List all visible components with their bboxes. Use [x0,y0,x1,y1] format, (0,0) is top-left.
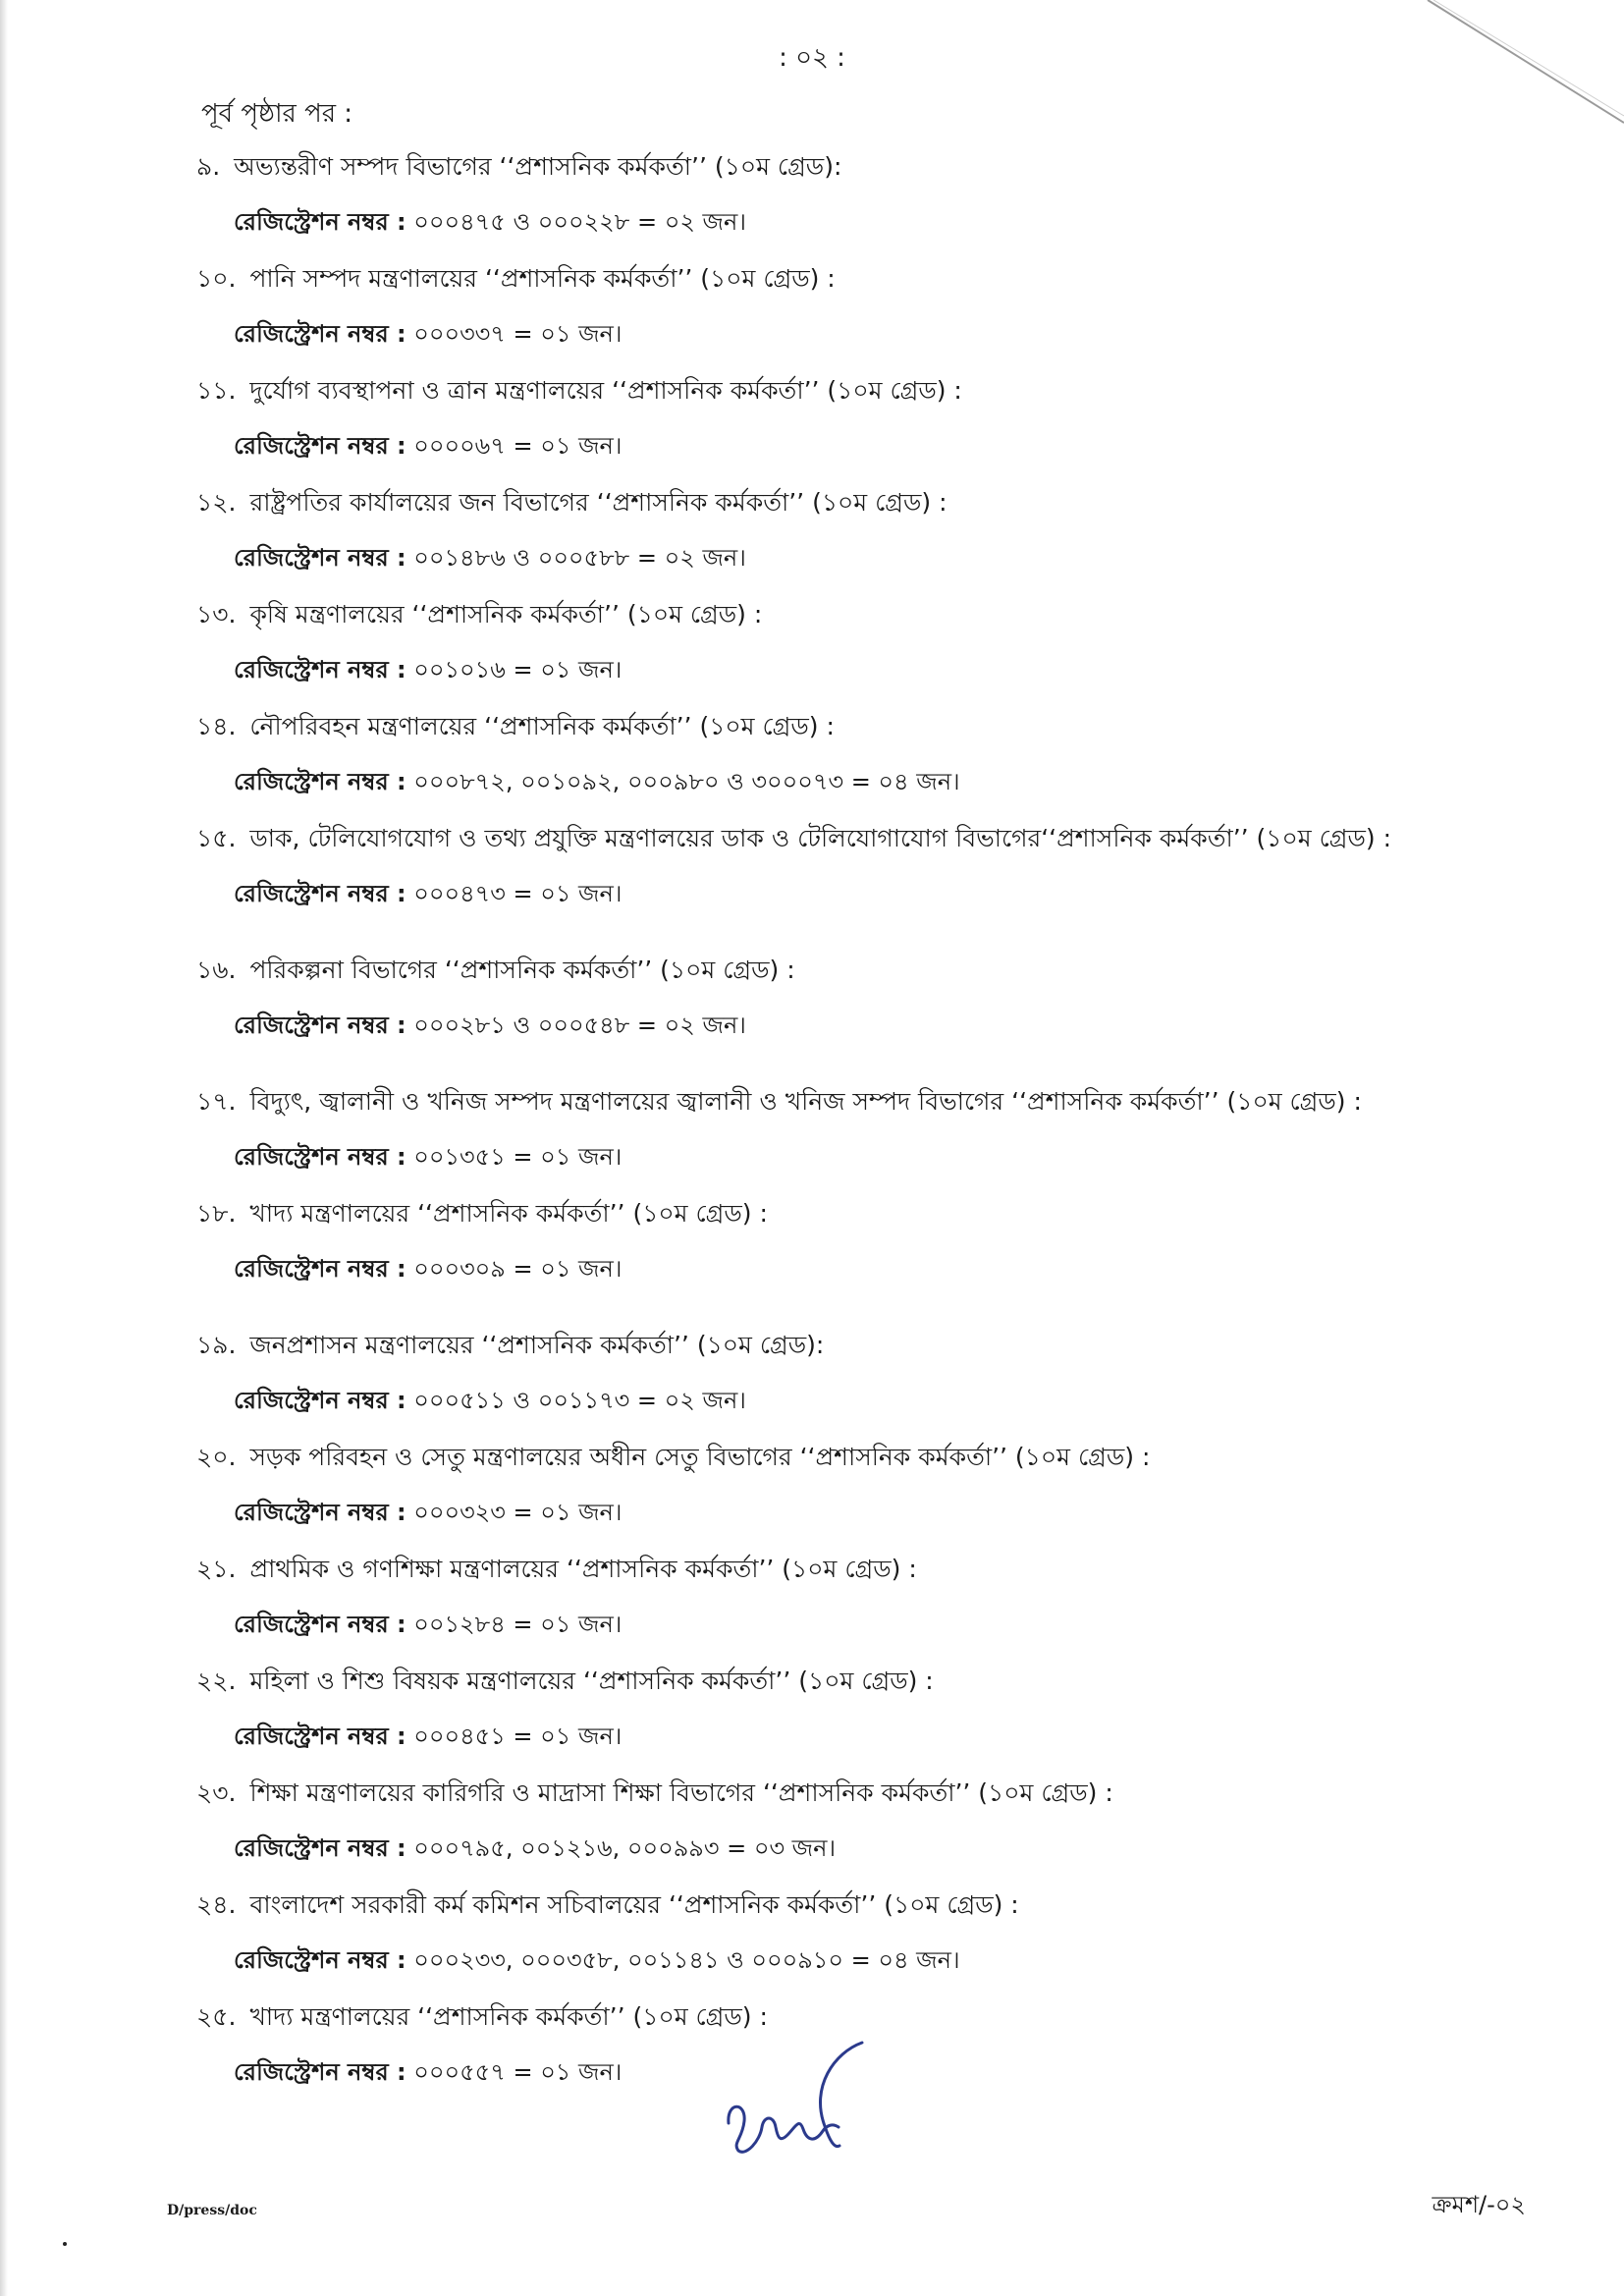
list-item [0,1774,1624,1886]
registration-label: রেজিস্ট্রেশন নম্বর : [234,880,406,907]
page-number: : ০২ : [779,43,845,73]
registration-label: রেজিস্ট্রেশন নম্বর : [234,1499,406,1526]
registration-line [234,1139,622,1178]
list-item [0,1194,1624,1326]
registration-value: ০০০৩২৩ = ০১ জন। [413,1499,623,1526]
list-item [0,1550,1624,1662]
list-item [0,1662,1624,1774]
entry-number: ৯. [196,152,221,181]
entry-number: ১৩. [196,600,237,629]
list-item [0,1438,1624,1550]
entry-title [196,147,841,190]
registration-label: রেজিস্ট্রেশন নম্বর : [234,1011,406,1039]
list-item [0,259,1624,371]
registration-label: রেজিস্ট্রেশন নম্বর : [234,432,406,460]
entry-title [196,1886,1019,1928]
entry-title-text: দুর্যোগ ব্যবস্থাপনা ও ত্রান মন্ত্রণালয়ের ‘‘প্রশাসনিক কর্মকর্তা’’ (১০ম গ্রেড) : [249,376,962,405]
registration-label: রেজিস্ট্রেশন নম্বর : [234,2058,406,2086]
registration-value: ০০০৪৫১ = ০১ জন। [413,1722,623,1750]
signature-icon [717,2033,874,2170]
registration-label: রেজিস্ট্রেশন নম্বর : [234,320,406,348]
registration-value: ০০০৪৭৫ ও ০০০২২৮ = ০২ জন। [413,208,746,236]
registration-value: ০০০০৬৭ = ০১ জন। [413,432,623,460]
entry-number: ২১. [196,1555,237,1583]
registration-value: ০০০৭৯৫, ০০১২১৬, ০০০৯৯৩ = ০৩ জন। [413,1834,837,1862]
registration-value: ০০০৩০৯ = ০১ জন। [413,1255,623,1283]
entry-title [196,1082,1362,1124]
registration-value: ০০১৪৮৬ ও ০০০৫৮৮ = ০২ জন। [413,544,746,572]
entry-title-text: বাংলাদেশ সরকারী কর্ম কমিশন সচিবালয়ের ‘‘প্রশাসনিক কর্মকর্তা’’ (১০ম গ্রেড) : [249,1890,1019,1919]
entry-title-text: রাষ্ট্রপতির কার্যালয়ের জন বিভাগের ‘‘প্রশাসনিক কর্মকর্তা’’ (১০ম গ্রেড) : [249,488,947,517]
entry-title [196,1194,768,1236]
registration-line [234,2054,622,2094]
scan-speck [63,2242,67,2246]
registration-value: ০০০৪৭৩ = ০১ জন। [413,880,623,907]
entry-title-text: মহিলা ও শিশু বিষয়ক মন্ত্রণালয়ের ‘‘প্রশাসনিক কর্মকর্তা’’ (১০ম গ্রেড) : [249,1667,934,1695]
entry-title [196,951,795,993]
registration-line [234,1251,622,1290]
registration-line [234,1719,622,1758]
registration-label: রেজিস্ট্রেশন নম্বর : [234,1387,406,1414]
continued-marker: ক্রমশ/-০২ [1432,2191,1526,2218]
registration-label: রেজিস্ট্রেশন নম্বর : [234,208,406,236]
list-item [0,1082,1624,1194]
registration-value: ০০০৮৭২, ০০১০৯২, ০০০৯৮০ ও ৩০০০৭৩ = ০৪ জন। [413,768,960,795]
registration-label: রেজিস্ট্রেশন নম্বর : [234,1946,406,1974]
entry-title-text: প্রাথমিক ও গণশিক্ষা মন্ত্রণালয়ের ‘‘প্রশাসনিক কর্মকর্তা’’ (১০ম গ্রেড) : [249,1555,917,1583]
registration-line [234,764,960,803]
registration-line [234,652,622,691]
entry-title [196,483,947,525]
list-item [0,1326,1624,1438]
registration-value: ০০০২৮১ ও ০০০৫৪৮ = ০২ জন। [413,1011,746,1039]
registration-value: ০০১২৮৪ = ০১ জন। [413,1611,623,1638]
registration-label: রেজিস্ট্রেশন নম্বর : [234,768,406,795]
entry-title [196,1997,768,2040]
registration-label: রেজিস্ট্রেশন নম্বর : [234,1143,406,1171]
registration-line [234,1008,746,1047]
list-item [0,483,1624,595]
entry-title-text: জনপ্রশাসন মন্ত্রণালয়ের ‘‘প্রশাসনিক কর্মকর্তা’’ (১০ম গ্রেড): [249,1331,825,1359]
registration-line [234,204,746,244]
file-reference: D/press/doc [167,2203,257,2218]
entry-number: ২০. [196,1443,237,1471]
registration-label: রেজিস্ট্রেশন নম্বর : [234,656,406,683]
registration-value: ০০০২৩৩, ০০০৩৫৮, ০০১১৪১ ও ০০০৯১০ = ০৪ জন। [413,1946,960,1974]
registration-line [234,1942,960,1982]
entry-title-text: শিক্ষা মন্ত্রণালয়ের কারিগরি ও মাদ্রাসা শিক্ষা বিভাগের ‘‘প্রশাসনিক কর্মকর্তা’’ (১০ম গ্রেড) : [249,1778,1113,1807]
registration-line [234,540,746,579]
entry-number: ২২. [196,1667,237,1695]
entry-title [196,259,836,301]
entry-title-text: খাদ্য মন্ত্রণালয়ের ‘‘প্রশাসনিক কর্মকর্তা’’ (১০ম গ্রেড) : [249,1199,768,1228]
registration-value: ০০০৩৩৭ = ০১ জন। [413,320,623,348]
entry-title [196,1326,824,1368]
registration-line [234,316,622,355]
entry-title [196,595,762,637]
registration-line [234,1831,836,1870]
entry-number: ১৮. [196,1199,237,1228]
registration-line [234,1383,746,1422]
list-item [0,1886,1624,1997]
entry-title [196,1662,934,1704]
entry-title [196,1774,1113,1816]
list-item [0,707,1624,819]
entry-number: ১০. [196,264,237,293]
entries-list [0,147,1624,2109]
entry-title-text: ডাক, টেলিযোগযোগ ও তথ্য প্রযুক্তি মন্ত্রণালয়ের ডাক ও টেলিযোগাযোগ বিভাগের‘‘প্রশাসনিক কর্মকর্তা’’ (১০ম গ্রেড) : [249,824,1391,852]
registration-value: ০০১৩৫১ = ০১ জন। [413,1143,623,1171]
entry-number: ১৪. [196,712,237,740]
entry-title-text: পরিকল্পনা বিভাগের ‘‘প্রশাসনিক কর্মকর্তা’’ (১০ম গ্রেড) : [249,956,795,984]
registration-line [234,876,622,915]
registration-label: রেজিস্ট্রেশন নম্বর : [234,1834,406,1862]
entry-number: ২৫. [196,2002,237,2031]
entry-title-text: পানি সম্পদ মন্ত্রণালয়ের ‘‘প্রশাসনিক কর্মকর্তা’’ (১০ম গ্রেড) : [249,264,836,293]
entry-number: ১৫. [196,824,237,852]
entry-number: ২৩. [196,1778,237,1807]
continued-from-previous: পূর্ব পৃষ্ঠার পর : [201,99,353,129]
list-item [0,951,1624,1082]
registration-label: রেজিস্ট্রেশন নম্বর : [234,1611,406,1638]
entry-number: ২৪. [196,1890,237,1919]
list-item [0,371,1624,483]
registration-value: ০০০৫১১ ও ০০১১৭৩ = ০২ জন। [413,1387,746,1414]
list-item [0,595,1624,707]
list-item [0,819,1624,951]
entry-number: ১৯. [196,1331,237,1359]
entry-title [196,707,835,749]
entry-title-text: বিদ্যুৎ, জ্বালানী ও খনিজ সম্পদ মন্ত্রণালয়ের জ্বালানী ও খনিজ সম্পদ বিভাগের ‘‘প্রশাসনিক কর্মকর্তা’’ (১০ম গ্রেড) : [249,1087,1362,1116]
entry-title-text: অভ্যন্তরীণ সম্পদ বিভাগের ‘‘প্রশাসনিক কর্মকর্তা’’ (১০ম গ্রেড): [234,152,842,181]
entry-title-text: সড়ক পরিবহন ও সেতু মন্ত্রণালয়ের অধীন সেতু বিভাগের ‘‘প্রশাসনিক কর্মকর্তা’’ (১০ম গ্রেড) : [249,1443,1151,1471]
registration-line [234,428,622,467]
registration-line [234,1495,622,1534]
registration-line [234,1607,622,1646]
entry-title-text: কৃষি মন্ত্রণালয়ের ‘‘প্রশাসনিক কর্মকর্তা’’ (১০ম গ্রেড) : [249,600,763,629]
registration-label: রেজিস্ট্রেশন নম্বর : [234,544,406,572]
entry-title [196,819,1391,861]
entry-number: ১৬. [196,956,237,984]
registration-value: ০০১০১৬ = ০১ জন। [413,656,623,683]
entry-title-text: খাদ্য মন্ত্রণালয়ের ‘‘প্রশাসনিক কর্মকর্তা’’ (১০ম গ্রেড) : [249,2002,768,2031]
entry-number: ১২. [196,488,237,517]
entry-number: ১৭. [196,1087,237,1116]
entry-title [196,371,962,413]
entry-title [196,1550,917,1592]
list-item [0,147,1624,259]
entry-number: ১১. [196,376,237,405]
entry-title [196,1438,1150,1480]
registration-value: ০০০৫৫৭ = ০১ জন। [413,2058,623,2086]
registration-label: রেজিস্ট্রেশন নম্বর : [234,1722,406,1750]
entry-title-text: নৌপরিবহন মন্ত্রণালয়ের ‘‘প্রশাসনিক কর্মকর্তা’’ (১০ম গ্রেড) : [249,712,835,740]
registration-label: রেজিস্ট্রেশন নম্বর : [234,1255,406,1283]
